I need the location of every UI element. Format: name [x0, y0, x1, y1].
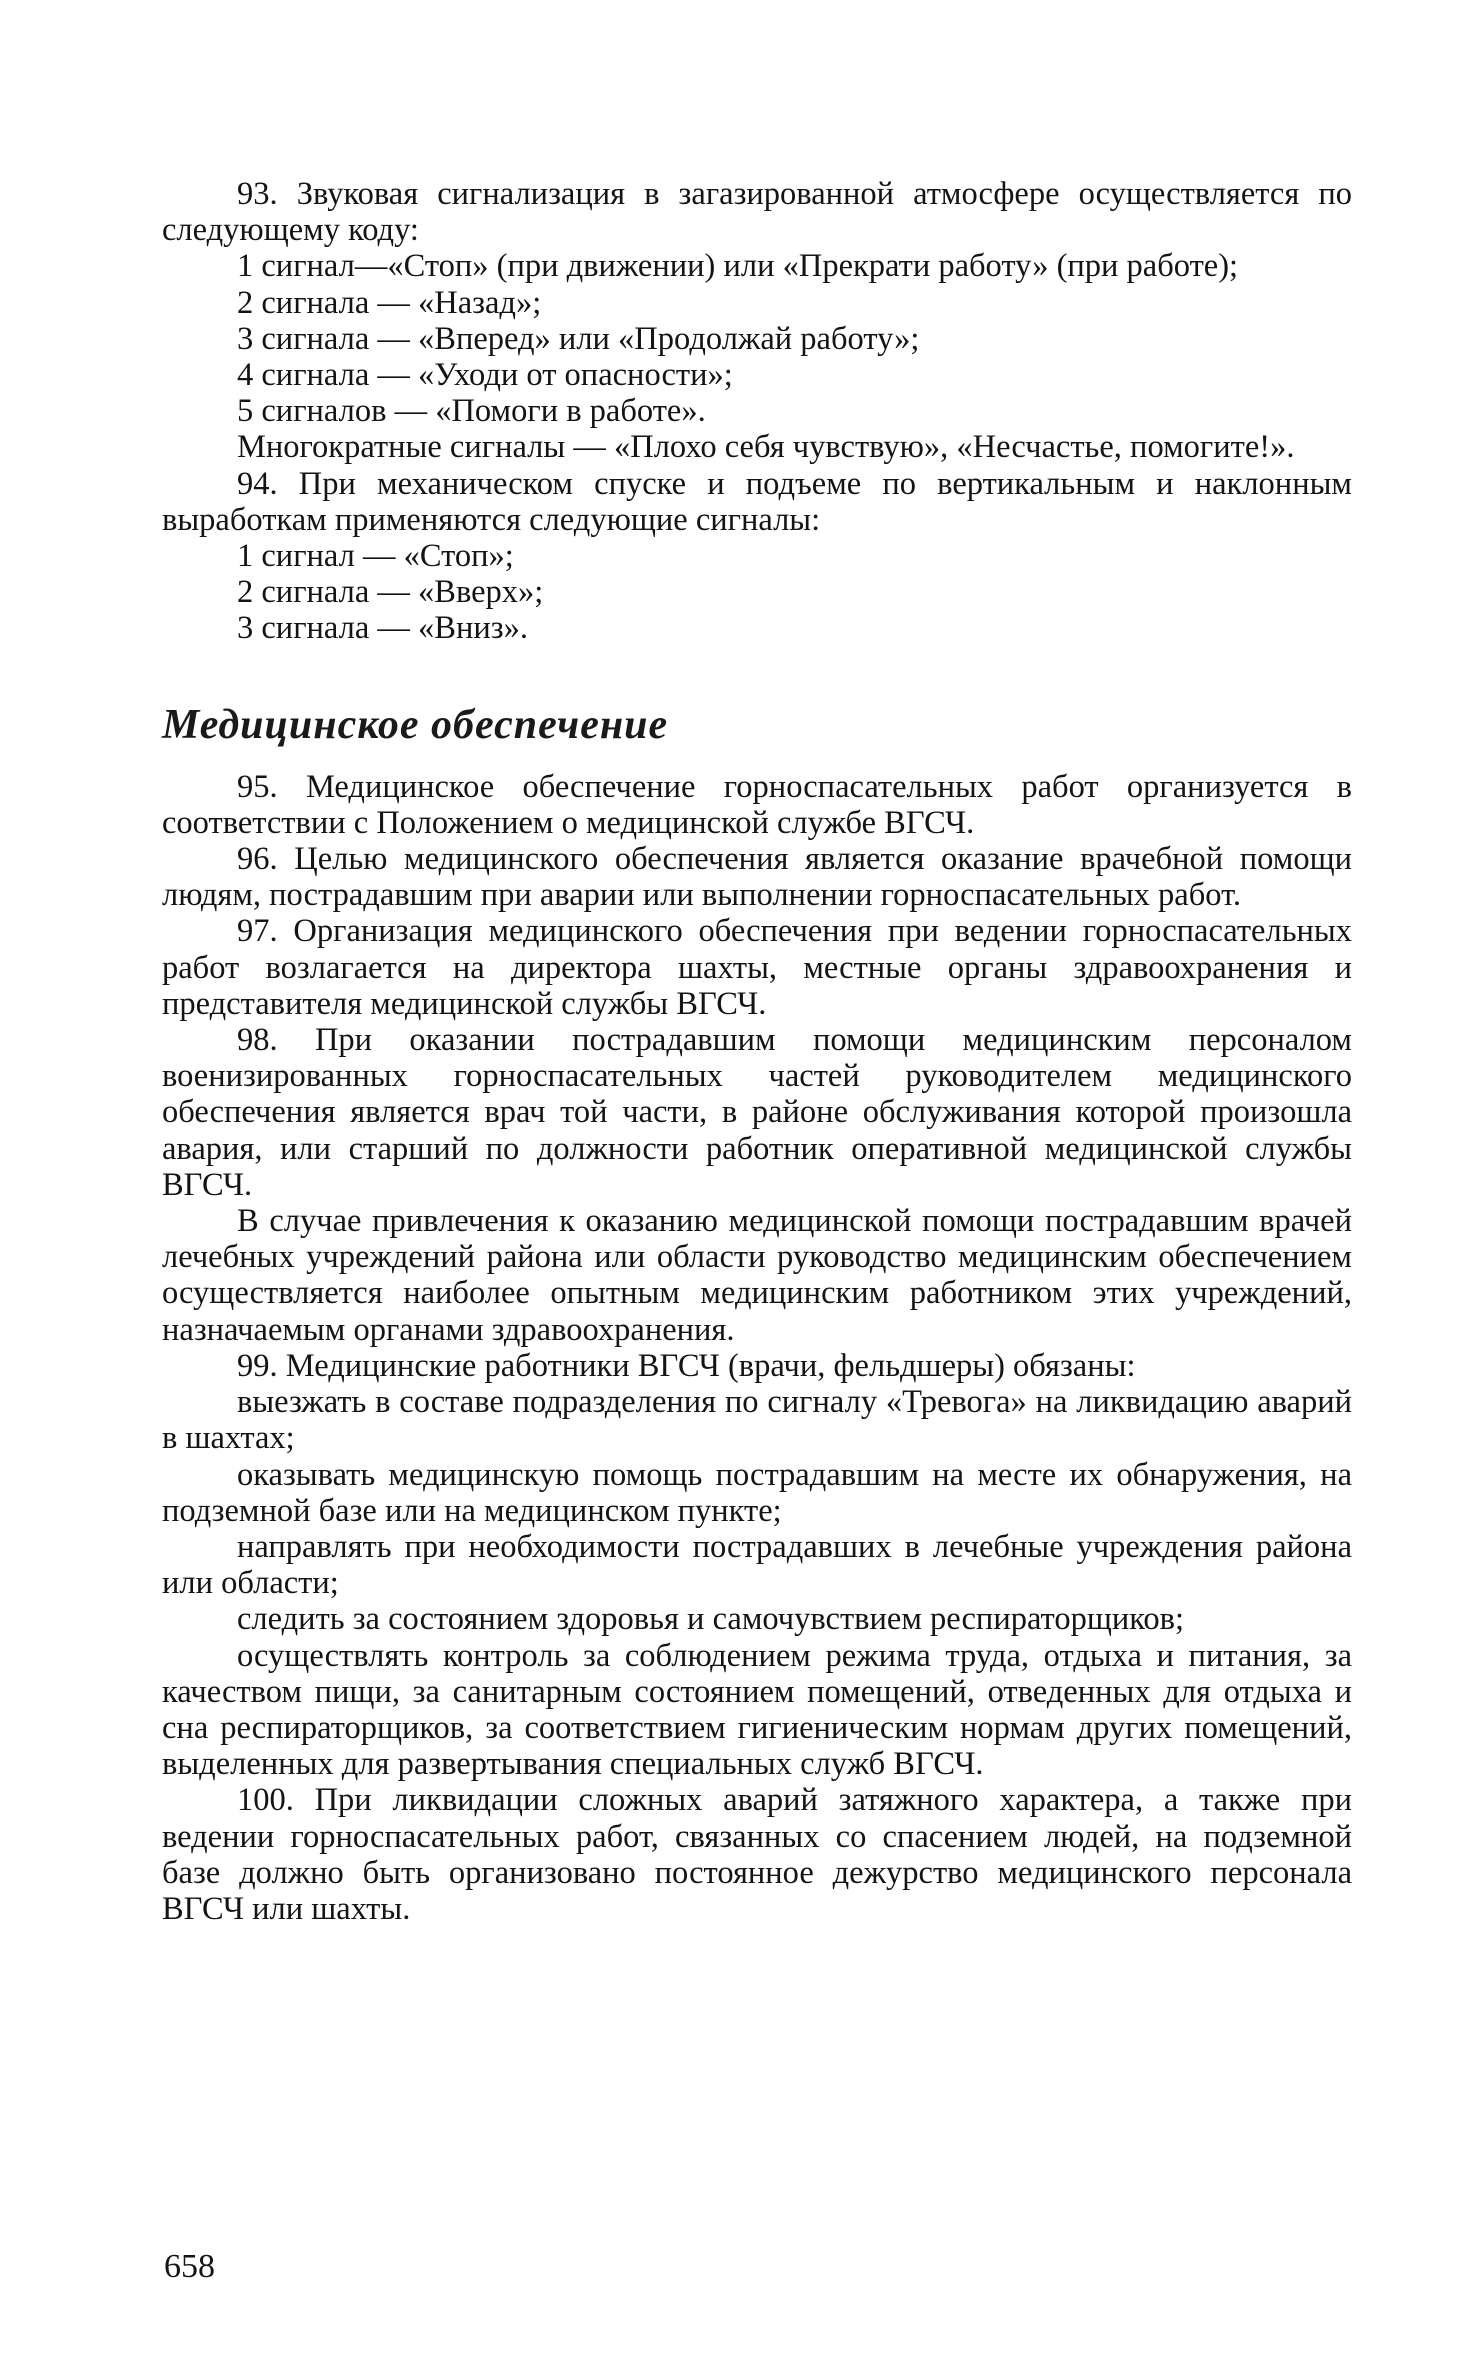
signal-line: 5 сигналов — «Помоги в работе».: [237, 393, 706, 430]
signal-line: 1 сигнал — «Стоп»;: [237, 538, 514, 575]
paragraph-97: 97. Организация медицинского обеспечения при ведении горноспасательных работ возлагается на директора шахты, местные органы здравоохранения и представителя медицинской службы ВГСЧ.: [162, 913, 1352, 1022]
paragraph-95: 95. Медицинское обеспечение горноспасательных работ организуется в соответствии с Положением о медицинской службе ВГСЧ.: [162, 768, 1352, 841]
page-number: 658: [164, 2248, 215, 2285]
item-94-intro: 94. При механическом спуске и подъеме по вертикальным и наклонным выработкам применяются следующие сигналы:: [162, 465, 1352, 538]
paragraph-96: 96. Целью медицинского обеспечения является оказание врачебной помощи людям, пострадавшим при аварии или выполнении горноспасательных работ.: [162, 841, 1352, 914]
paragraph-98: 98. При оказании пострадавшим помощи медицинским персоналом военизированных горноспасательных частей руководителем медицинского обеспечения является врач той части, в районе обслуживания которой произошла авария, или старший по должности работник оперативной медицинской службы ВГСЧ.: [162, 1022, 1352, 1203]
signal-line: 3 сигнала — «Вперед» или «Продолжай работу»;: [237, 320, 920, 357]
paragraph-99: 99. Медицинские работники ВГСЧ (врачи, фельдшеры) обязаны:: [237, 1347, 1136, 1384]
signal-line: 2 сигнала — «Назад»;: [237, 284, 542, 321]
signal-line: 2 сигнала — «Вверх»;: [237, 574, 544, 611]
duty-item: осуществлять контроль за соблюдением режима труда, отдыха и питания, за качеством пищи, за санитарным состоянием помещений, отведенных для отдыха и сна респираторщиков, за соответствием гигиеническим нормам других помещений, выделенных для развертывания специальных служб ВГСЧ.: [162, 1637, 1352, 1783]
signal-line: 3 сигнала — «Вниз».: [237, 610, 528, 647]
paragraph-100: 100. При ликвидации сложных аварий затяжного характера, а также при ведении горноспасательных работ, связанных со спасением людей, на подземной базе должно быть организовано постоянное дежурство медицинского персонала ВГСЧ или шахты.: [162, 1782, 1352, 1927]
duty-item: оказывать медицинскую помощь пострадавшим на месте их обнаружения, на подземной базе или на медицинском пункте;: [162, 1456, 1352, 1529]
duty-item: направлять при необходимости пострадавших в лечебные учреждения района или области;: [162, 1528, 1352, 1602]
signal-line: 1 сигнал—«Стоп» (при движении) или «Прекрати работу» (при работе);: [237, 248, 1239, 285]
paragraph-98-continued: В случае привлечения к оказанию медицинской помощи пострадавшим врачей лечебных учреждений района или области руководство медицинским обеспечением осуществляется наиболее опытным медицинским работником этих учреждений, назначаемым органами здравоохранения.: [162, 1203, 1352, 1348]
item-93-intro: 93. Звуковая сигнализация в загазированной атмосфере осуществляется по следующему коду:: [162, 176, 1352, 249]
page-body: [162, 176, 1352, 1927]
section-title: Медицинское обеспечение: [162, 701, 669, 748]
duty-item: следить за состоянием здоровья и самочувствием респираторщиков;: [237, 1601, 1185, 1638]
signal-line: 4 сигнала — «Уходи от опасности»;: [237, 357, 733, 394]
duty-item: выезжать в составе подразделения по сигналу «Тревога» на ликвидацию аварий в шахтах;: [162, 1384, 1352, 1457]
item-93-note: Многократные сигналы — «Плохо себя чувствую», «Несчастье, помогите!».: [237, 429, 1295, 466]
